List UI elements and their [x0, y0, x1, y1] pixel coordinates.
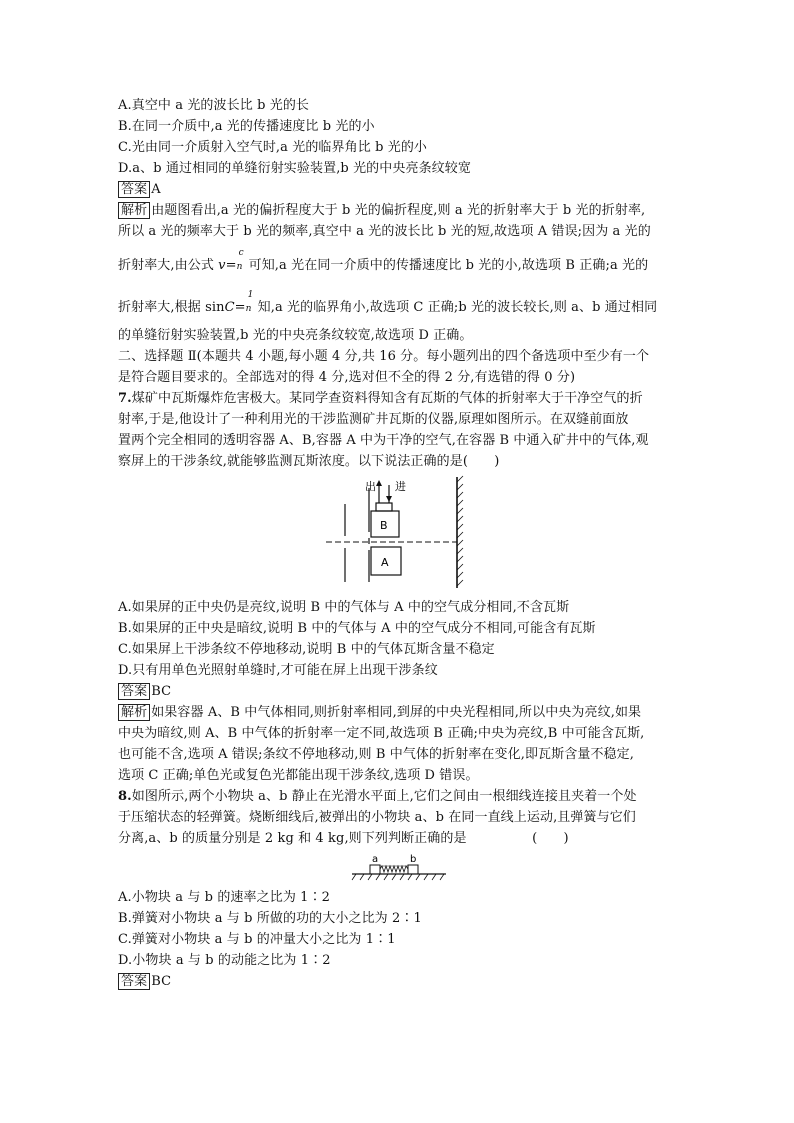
formula-numerator: c — [238, 248, 244, 258]
answer-value: BC — [151, 974, 172, 989]
q6-option-d: D.a、b 通过相同的单缝衍射实验装置,b 光的中央亮条纹较宽 — [118, 161, 471, 176]
formula-denominator: n — [245, 304, 252, 314]
q7-stem-line-3: 置两个完全相同的透明容器 A、B,容器 A 中为干净的空气,在容器 B 中通入矿井中的气体,观 — [118, 433, 649, 448]
analysis-tag: 解析 — [118, 202, 150, 219]
formula-numerator: 1 — [247, 290, 254, 300]
answer-tag: 答案 — [118, 973, 150, 990]
formula-c-lhs: C= — [224, 300, 246, 315]
q7-option-a: A.如果屏的正中央仍是亮纹,说明 B 中的气体与 A 中的空气成分相同,不含瓦斯 — [118, 600, 570, 615]
outlet-arrow — [376, 480, 382, 486]
formula-v-fraction — [236, 248, 249, 277]
formula-v-lhs: v= — [218, 258, 237, 273]
q8-option-a: A.小物块 a 与 b 的速率之比为 1∶2 — [118, 890, 330, 905]
q7-analysis-line-2: 中央为暗纹,则 A、B 中气体的折射率一定不同,故选项 B 正确;中央为亮纹,B 中可能含瓦斯, — [118, 726, 645, 741]
q8-option-b: B.弹簧对小物块 a 与 b 所做的功的大小之比为 2∶1 — [118, 911, 422, 926]
q6-analysis-line-1 — [118, 201, 678, 220]
inlet-label: 进 — [395, 480, 406, 493]
q8-stem-line-2: 于压缩状态的轻弹簧。烧断细线后,被弹出的小物块 a、b 在同一直线上运动,且弹簧与它们 — [118, 810, 636, 825]
question-number: 8. — [118, 789, 132, 804]
container-a-label: A — [381, 556, 389, 569]
ground-hatch — [352, 874, 444, 880]
inlet-arrow — [386, 496, 392, 502]
q8-option-c: C.弹簧对小物块 a 与 b 的冲量大小之比为 1∶1 — [118, 932, 396, 947]
analysis-text: 由题图看出,a 光的偏折程度大于 b 光的偏折程度,则 a 光的折射率大于 b 光的折射率, — [151, 203, 646, 218]
screen-hatch — [457, 476, 463, 586]
analysis-text: 知,a 光的临界角小,故选项 C 正确;b 光的波长较长,则 a、b 通过相同 — [257, 300, 658, 315]
container-b-label: B — [380, 519, 388, 532]
question-number: 7. — [118, 391, 132, 406]
q6-analysis-line-3 — [118, 248, 678, 277]
answer-tag: 答案 — [118, 683, 150, 700]
q7-option-b: B.如果屏的正中央是暗纹,说明 B 中的气体与 A 中的空气成分不相同,可能含有瓦斯 — [118, 621, 596, 636]
q6-analysis-line-2: 所以 a 光的频率大于 b 光的频率,真空中 a 光的波长比 b 光的短,故选项 A 错误;因为 a 光的 — [118, 224, 651, 239]
analysis-text: 如果容器 A、B 中气体相同,则折射率相同,到屏的中央光程相同,所以中央为亮纹,如果 — [151, 705, 642, 720]
block-b-label: b — [410, 854, 417, 865]
q7-option-c: C.如果屏上干涉条纹不停地移动,说明 B 中的气体瓦斯含量不稳定 — [118, 642, 495, 657]
q6-analysis-line-4 — [118, 290, 678, 319]
question-text: 煤矿中瓦斯爆炸危害极大。某同学查资料得知含有瓦斯的气体的折射率大于干净空气的折 — [131, 391, 643, 406]
q8-figure — [350, 852, 450, 886]
block-a-label: a — [372, 854, 379, 865]
answer-value: A — [151, 182, 161, 197]
formula-denominator: n — [236, 262, 243, 272]
q6-option-c: C.光由同一介质射入空气时,a 光的临界角比 b 光的小 — [118, 140, 428, 155]
section-2-header-line-1: 二、选择题 Ⅱ(本题共 4 小题,每小题 4 分,共 16 分。每小题列出的四个备选项中至少有一个 — [118, 349, 650, 364]
q7-stem-line-2: 射率,于是,他设计了一种利用光的干涉监测矿井瓦斯的仪器,原理如图所示。在双缝前面放 — [118, 412, 629, 427]
q8-stem-line-1 — [118, 787, 678, 806]
container-b-cap — [376, 503, 392, 511]
q7-option-d: D.只有用单色光照射单缝时,才可能在屏上出现干涉条纹 — [118, 663, 438, 678]
analysis-text: 折射率大,由公式 — [118, 258, 219, 273]
q6-answer-line — [118, 180, 678, 199]
block-a — [370, 865, 380, 874]
spring — [380, 866, 408, 872]
q7-analysis-line-4: 选项 C 正确;单色光或复色光都能出现干涉条纹,选项 D 错误。 — [118, 768, 479, 783]
q7-stem-line-4: 察屏上的干涉条纹,就能够监测瓦斯浓度。以下说法正确的是( ) — [118, 454, 500, 469]
analysis-tag: 解析 — [118, 704, 150, 721]
analysis-text: 可知,a 光在同一介质中的传播速度比 b 光的小,故选项 B 正确;a 光的 — [248, 258, 649, 273]
analysis-text: 折射率大,根据 sin — [118, 300, 225, 315]
outlet-label: 出 — [365, 480, 376, 493]
q7-analysis-line-3: 也可能不含,选项 A 错误;条纹不停地移动,则 B 中气体的折射率在变化,即瓦斯含量不稳定, — [118, 747, 634, 762]
q8-stem-line-3: 分离,a、b 的质量分别是 2 kg 和 4 kg,则下列判断正确的是 ( ) — [118, 831, 569, 846]
q7-analysis-line-1 — [118, 703, 678, 722]
q7-stem-line-1 — [118, 389, 678, 408]
q8-answer-line — [118, 972, 678, 991]
question-text: 如图所示,两个小物块 a、b 静止在光滑水平面上,它们之间由一根细线连接且夹着一个处 — [131, 789, 637, 804]
formula-c-fraction — [245, 290, 258, 319]
q6-option-b: B.在同一介质中,a 光的传播速度比 b 光的小 — [118, 119, 375, 134]
section-2-header-line-2: 是符合题目要求的。全部选对的得 4 分,选对但不全的得 2 分,有选错的得 0 分) — [118, 370, 576, 385]
answer-value: BC — [151, 684, 172, 699]
q7-figure — [320, 474, 470, 592]
q7-answer-line — [118, 682, 678, 701]
block-b — [408, 865, 418, 874]
q6-option-a: A.真空中 a 光的波长比 b 光的长 — [118, 98, 310, 113]
answer-tag: 答案 — [118, 181, 150, 198]
q8-option-d: D.小物块 a 与 b 的动能之比为 1∶2 — [118, 953, 331, 968]
q6-analysis-line-5: 的单缝衍射实验装置,b 光的中央亮条纹较宽,故选项 D 正确。 — [118, 328, 473, 343]
